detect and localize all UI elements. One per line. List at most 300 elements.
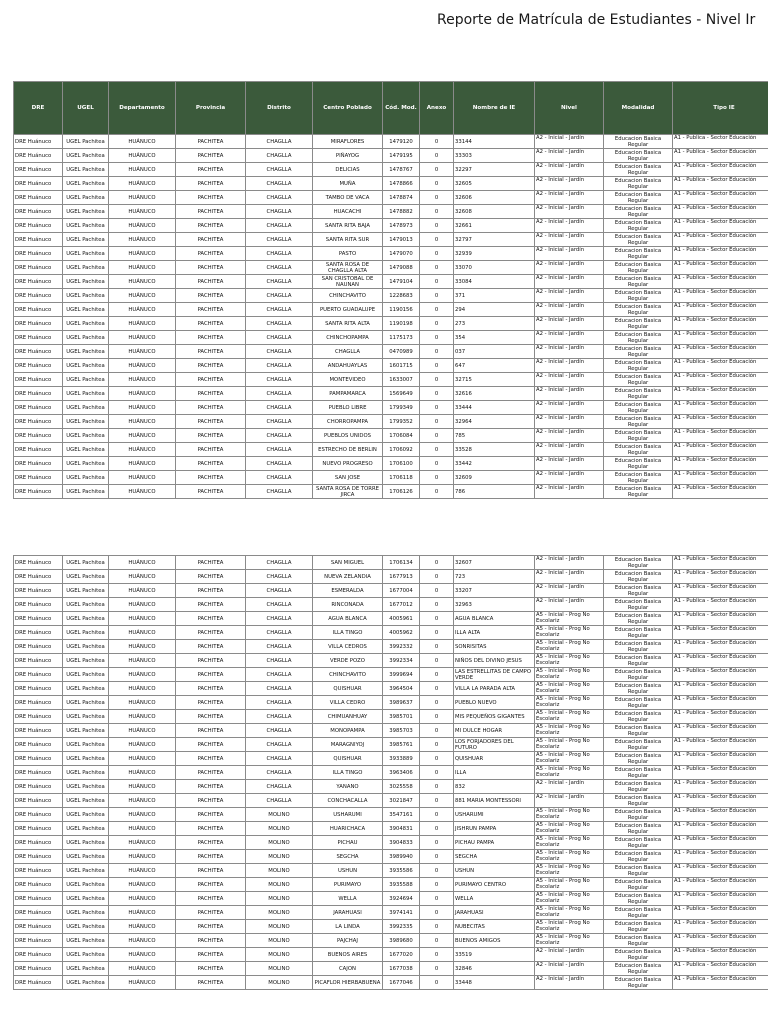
- cell-modalidad: Educacion Basica Regular: [604, 682, 673, 696]
- cell-nivel: A2 - Inicial - Jardín: [535, 598, 604, 612]
- cell-nombre-ie: 832: [454, 780, 535, 794]
- table-row: [14, 612, 768, 626]
- cell-dre: DRE Huánuco: [14, 752, 63, 766]
- cell-dre: DRE Huánuco: [14, 682, 63, 696]
- cell-nombre-ie: 32297: [454, 163, 535, 177]
- cell-dre: DRE Huánuco: [14, 373, 63, 387]
- cell-tipo-ie: A1 - Publica - Sector Educación: [673, 934, 768, 948]
- cell-centro-poblado: CHIMUANHUAY: [313, 710, 383, 724]
- cell-ugel: UGEL Pachitea: [63, 289, 109, 303]
- cell-provincia: PACHITEA: [176, 191, 246, 205]
- table-row: [14, 948, 768, 962]
- cell-distrito: CHAGLLA: [246, 401, 313, 415]
- cell-distrito: CHAGLLA: [246, 205, 313, 219]
- cell-distrito: CHAGLLA: [246, 485, 313, 499]
- cell-provincia: PACHITEA: [176, 317, 246, 331]
- table-row: [14, 331, 768, 345]
- cell-modalidad: Educacion Basica Regular: [604, 906, 673, 920]
- cell-departamento: HUÁNUCO: [109, 471, 176, 485]
- cell-modalidad: Educacion Basica Regular: [604, 654, 673, 668]
- cell-centro-poblado: DELICIAS: [313, 163, 383, 177]
- cell-nombre-ie: BUENOS AMIGOS: [454, 934, 535, 948]
- table-row: [14, 598, 768, 612]
- cell-cod-mod: 1479120: [383, 135, 420, 149]
- cell-centro-poblado: SEGCHA: [313, 850, 383, 864]
- cell-provincia: PACHITEA: [176, 247, 246, 261]
- cell-dre: DRE Huánuco: [14, 191, 63, 205]
- cell-nivel: A2 - Inicial - Jardín: [535, 261, 604, 275]
- cell-tipo-ie: A1 - Publica - Sector Educación: [673, 247, 768, 261]
- cell-provincia: PACHITEA: [176, 710, 246, 724]
- cell-anexo: 0: [420, 794, 454, 808]
- cell-centro-poblado: CAJON: [313, 962, 383, 976]
- cell-anexo: 0: [420, 205, 454, 219]
- cell-provincia: PACHITEA: [176, 752, 246, 766]
- cell-nombre-ie: 647: [454, 359, 535, 373]
- cell-tipo-ie: A1 - Publica - Sector Educación: [673, 892, 768, 906]
- cell-departamento: HUÁNUCO: [109, 906, 176, 920]
- cell-distrito: MOLINO: [246, 948, 313, 962]
- cell-nivel: A2 - Inicial - Jardín: [535, 275, 604, 289]
- cell-dre: DRE Huánuco: [14, 261, 63, 275]
- cell-nivel: A2 - Inicial - Jardín: [535, 948, 604, 962]
- cell-tipo-ie: A1 - Publica - Sector Educación: [673, 710, 768, 724]
- cell-provincia: PACHITEA: [176, 766, 246, 780]
- cell-cod-mod: 1677046: [383, 976, 420, 990]
- cell-tipo-ie: A1 - Publica - Sector Educación: [673, 612, 768, 626]
- cell-centro-poblado: MARAGNIYOJ: [313, 738, 383, 752]
- cell-provincia: PACHITEA: [176, 415, 246, 429]
- cell-dre: DRE Huánuco: [14, 864, 63, 878]
- cell-anexo: 0: [420, 345, 454, 359]
- cell-ugel: UGEL Pachitea: [63, 934, 109, 948]
- cell-ugel: UGEL Pachitea: [63, 682, 109, 696]
- cell-cod-mod: 1677038: [383, 962, 420, 976]
- cell-nivel: A5 - Inicial - Prog No Escolariz: [535, 822, 604, 836]
- table-row: [14, 219, 768, 233]
- cell-dre: DRE Huánuco: [14, 878, 63, 892]
- cell-anexo: 0: [420, 331, 454, 345]
- cell-tipo-ie: A1 - Publica - Sector Educación: [673, 135, 768, 149]
- table-row: [14, 317, 768, 331]
- column-header-departamento: Departamento: [109, 82, 176, 135]
- cell-tipo-ie: A1 - Publica - Sector Educación: [673, 920, 768, 934]
- cell-provincia: PACHITEA: [176, 387, 246, 401]
- cell-modalidad: Educacion Basica Regular: [604, 724, 673, 738]
- cell-provincia: PACHITEA: [176, 906, 246, 920]
- cell-ugel: UGEL Pachitea: [63, 261, 109, 275]
- cell-departamento: HUÁNUCO: [109, 219, 176, 233]
- cell-nivel: A2 - Inicial - Jardín: [535, 976, 604, 990]
- cell-dre: DRE Huánuco: [14, 443, 63, 457]
- table-row: [14, 261, 768, 275]
- cell-ugel: UGEL Pachitea: [63, 948, 109, 962]
- cell-anexo: 0: [420, 317, 454, 331]
- cell-ugel: UGEL Pachitea: [63, 457, 109, 471]
- cell-anexo: 0: [420, 471, 454, 485]
- cell-dre: DRE Huánuco: [14, 177, 63, 191]
- cell-distrito: CHAGLLA: [246, 373, 313, 387]
- cell-modalidad: Educacion Basica Regular: [604, 331, 673, 345]
- cell-modalidad: Educacion Basica Regular: [604, 976, 673, 990]
- cell-modalidad: Educacion Basica Regular: [604, 934, 673, 948]
- cell-anexo: 0: [420, 738, 454, 752]
- cell-nombre-ie: 32846: [454, 962, 535, 976]
- cell-cod-mod: 1478874: [383, 191, 420, 205]
- cell-dre: DRE Huánuco: [14, 345, 63, 359]
- cell-centro-poblado: TAMBO DE VACA: [313, 191, 383, 205]
- cell-centro-poblado: SANTA ROSA DE CHAGLLA ALTA: [313, 261, 383, 275]
- cell-anexo: 0: [420, 247, 454, 261]
- cell-modalidad: Educacion Basica Regular: [604, 962, 673, 976]
- cell-cod-mod: 1677012: [383, 598, 420, 612]
- cell-tipo-ie: A1 - Publica - Sector Educación: [673, 724, 768, 738]
- cell-nivel: A2 - Inicial - Jardín: [535, 359, 604, 373]
- cell-dre: DRE Huánuco: [14, 738, 63, 752]
- cell-centro-poblado: PURIMAYO: [313, 878, 383, 892]
- cell-centro-poblado: SAN MIGUEL: [313, 556, 383, 570]
- cell-ugel: UGEL Pachitea: [63, 219, 109, 233]
- cell-nivel: A2 - Inicial - Jardín: [535, 247, 604, 261]
- cell-centro-poblado: PUEBLO LIBRE: [313, 401, 383, 415]
- cell-departamento: HUÁNUCO: [109, 205, 176, 219]
- table-row: [14, 135, 768, 149]
- cell-modalidad: Educacion Basica Regular: [604, 429, 673, 443]
- table-row: [14, 289, 768, 303]
- table-row: [14, 275, 768, 289]
- cell-provincia: PACHITEA: [176, 864, 246, 878]
- cell-modalidad: Educacion Basica Regular: [604, 359, 673, 373]
- cell-provincia: PACHITEA: [176, 373, 246, 387]
- cell-tipo-ie: A1 - Publica - Sector Educación: [673, 275, 768, 289]
- cell-nivel: A2 - Inicial - Jardín: [535, 457, 604, 471]
- cell-tipo-ie: A1 - Publica - Sector Educación: [673, 303, 768, 317]
- cell-dre: DRE Huánuco: [14, 808, 63, 822]
- cell-dre: DRE Huánuco: [14, 598, 63, 612]
- cell-distrito: CHAGLLA: [246, 794, 313, 808]
- cell-nivel: A5 - Inicial - Prog No Escolariz: [535, 682, 604, 696]
- cell-ugel: UGEL Pachitea: [63, 920, 109, 934]
- cell-departamento: HUÁNUCO: [109, 570, 176, 584]
- cell-nivel: A2 - Inicial - Jardín: [535, 219, 604, 233]
- cell-distrito: MOLINO: [246, 892, 313, 906]
- cell-dre: DRE Huánuco: [14, 780, 63, 794]
- cell-modalidad: Educacion Basica Regular: [604, 556, 673, 570]
- cell-nivel: A5 - Inicial - Prog No Escolariz: [535, 836, 604, 850]
- table-row: [14, 836, 768, 850]
- cell-nivel: A2 - Inicial - Jardín: [535, 177, 604, 191]
- cell-modalidad: Educacion Basica Regular: [604, 177, 673, 191]
- cell-nivel: A2 - Inicial - Jardín: [535, 289, 604, 303]
- cell-dre: DRE Huánuco: [14, 275, 63, 289]
- cell-departamento: HUÁNUCO: [109, 962, 176, 976]
- cell-modalidad: Educacion Basica Regular: [604, 261, 673, 275]
- cell-nombre-ie: ILLA: [454, 766, 535, 780]
- cell-tipo-ie: A1 - Publica - Sector Educación: [673, 668, 768, 682]
- cell-cod-mod: 3924694: [383, 892, 420, 906]
- cell-nombre-ie: 32661: [454, 219, 535, 233]
- cell-ugel: UGEL Pachitea: [63, 303, 109, 317]
- cell-dre: DRE Huánuco: [14, 149, 63, 163]
- cell-provincia: PACHITEA: [176, 878, 246, 892]
- table-row: [14, 345, 768, 359]
- cell-cod-mod: 3904833: [383, 836, 420, 850]
- cell-nivel: A2 - Inicial - Jardín: [535, 794, 604, 808]
- cell-anexo: 0: [420, 373, 454, 387]
- cell-departamento: HUÁNUCO: [109, 934, 176, 948]
- cell-modalidad: Educacion Basica Regular: [604, 766, 673, 780]
- cell-cod-mod: 3985703: [383, 724, 420, 738]
- cell-nombre-ie: 037: [454, 345, 535, 359]
- table-row: [14, 205, 768, 219]
- cell-distrito: CHAGLLA: [246, 668, 313, 682]
- cell-modalidad: Educacion Basica Regular: [604, 668, 673, 682]
- cell-cod-mod: 3989940: [383, 850, 420, 864]
- cell-dre: DRE Huánuco: [14, 135, 63, 149]
- column-header-cod-mod: Cód. Mod.: [383, 82, 420, 135]
- cell-modalidad: Educacion Basica Regular: [604, 289, 673, 303]
- cell-nombre-ie: 33303: [454, 149, 535, 163]
- cell-centro-poblado: SANTA RITA ALTA: [313, 317, 383, 331]
- cell-anexo: 0: [420, 275, 454, 289]
- cell-nombre-ie: JARAHUASI: [454, 906, 535, 920]
- cell-distrito: CHAGLLA: [246, 177, 313, 191]
- cell-nivel: A2 - Inicial - Jardín: [535, 584, 604, 598]
- cell-departamento: HUÁNUCO: [109, 429, 176, 443]
- cell-nombre-ie: 33442: [454, 457, 535, 471]
- cell-centro-poblado: ILLA TINGO: [313, 626, 383, 640]
- cell-distrito: MOLINO: [246, 962, 313, 976]
- cell-nivel: A5 - Inicial - Prog No Escolariz: [535, 808, 604, 822]
- cell-dre: DRE Huánuco: [14, 556, 63, 570]
- cell-anexo: 0: [420, 191, 454, 205]
- cell-modalidad: Educacion Basica Regular: [604, 345, 673, 359]
- cell-centro-poblado: MUÑA: [313, 177, 383, 191]
- cell-nombre-ie: WELLA: [454, 892, 535, 906]
- cell-ugel: UGEL Pachitea: [63, 794, 109, 808]
- cell-nombre-ie: 32939: [454, 247, 535, 261]
- cell-dre: DRE Huánuco: [14, 850, 63, 864]
- cell-modalidad: Educacion Basica Regular: [604, 612, 673, 626]
- cell-cod-mod: 1478882: [383, 205, 420, 219]
- cell-tipo-ie: A1 - Publica - Sector Educación: [673, 205, 768, 219]
- cell-dre: DRE Huánuco: [14, 934, 63, 948]
- cell-cod-mod: 3935588: [383, 878, 420, 892]
- cell-nombre-ie: 33528: [454, 443, 535, 457]
- cell-anexo: 0: [420, 864, 454, 878]
- cell-tipo-ie: A1 - Publica - Sector Educación: [673, 836, 768, 850]
- cell-centro-poblado: USHARUMI: [313, 808, 383, 822]
- cell-departamento: HUÁNUCO: [109, 850, 176, 864]
- column-header-nivel: Nivel: [535, 82, 604, 135]
- column-header-anexo: Anexo: [420, 82, 454, 135]
- cell-nivel: A2 - Inicial - Jardín: [535, 401, 604, 415]
- cell-nombre-ie: 786: [454, 485, 535, 499]
- cell-nivel: A2 - Inicial - Jardín: [535, 415, 604, 429]
- cell-nombre-ie: PUEBLO NUEVO: [454, 696, 535, 710]
- cell-cod-mod: 1706118: [383, 471, 420, 485]
- cell-departamento: HUÁNUCO: [109, 836, 176, 850]
- cell-nombre-ie: 32606: [454, 191, 535, 205]
- cell-ugel: UGEL Pachitea: [63, 668, 109, 682]
- cell-modalidad: Educacion Basica Regular: [604, 247, 673, 261]
- cell-ugel: UGEL Pachitea: [63, 359, 109, 373]
- cell-cod-mod: 3992334: [383, 654, 420, 668]
- cell-dre: DRE Huánuco: [14, 668, 63, 682]
- table-row: [14, 401, 768, 415]
- cell-nombre-ie: ILLA ALTA: [454, 626, 535, 640]
- cell-distrito: MOLINO: [246, 836, 313, 850]
- cell-modalidad: Educacion Basica Regular: [604, 710, 673, 724]
- cell-provincia: PACHITEA: [176, 794, 246, 808]
- table-row: [14, 920, 768, 934]
- table-row: [14, 177, 768, 191]
- cell-nombre-ie: 32605: [454, 177, 535, 191]
- cell-tipo-ie: A1 - Publica - Sector Educación: [673, 696, 768, 710]
- cell-anexo: 0: [420, 808, 454, 822]
- cell-distrito: CHAGLLA: [246, 738, 313, 752]
- cell-tipo-ie: A1 - Publica - Sector Educación: [673, 331, 768, 345]
- cell-anexo: 0: [420, 261, 454, 275]
- cell-nombre-ie: 881 MARIA MONTESSORI: [454, 794, 535, 808]
- cell-tipo-ie: A1 - Publica - Sector Educación: [673, 261, 768, 275]
- cell-nivel: A2 - Inicial - Jardín: [535, 373, 604, 387]
- cell-provincia: PACHITEA: [176, 135, 246, 149]
- cell-centro-poblado: PUERTO GUADALUPE: [313, 303, 383, 317]
- cell-nivel: A2 - Inicial - Jardín: [535, 317, 604, 331]
- cell-ugel: UGEL Pachitea: [63, 962, 109, 976]
- cell-anexo: 0: [420, 149, 454, 163]
- cell-distrito: CHAGLLA: [246, 233, 313, 247]
- cell-departamento: HUÁNUCO: [109, 598, 176, 612]
- cell-distrito: CHAGLLA: [246, 331, 313, 345]
- table-row: [14, 233, 768, 247]
- cell-anexo: 0: [420, 668, 454, 682]
- cell-tipo-ie: A1 - Publica - Sector Educación: [673, 233, 768, 247]
- cell-centro-poblado: PICAFLOR HIERBABUENA: [313, 976, 383, 990]
- cell-dre: DRE Huánuco: [14, 920, 63, 934]
- cell-anexo: 0: [420, 401, 454, 415]
- cell-nombre-ie: 33084: [454, 275, 535, 289]
- cell-anexo: 0: [420, 415, 454, 429]
- cell-departamento: HUÁNUCO: [109, 443, 176, 457]
- cell-modalidad: Educacion Basica Regular: [604, 878, 673, 892]
- cell-cod-mod: 1479088: [383, 261, 420, 275]
- cell-ugel: UGEL Pachitea: [63, 584, 109, 598]
- cell-distrito: CHAGLLA: [246, 415, 313, 429]
- column-header-ugel: UGEL: [63, 82, 109, 135]
- cell-tipo-ie: A1 - Publica - Sector Educación: [673, 219, 768, 233]
- table-row: [14, 373, 768, 387]
- cell-centro-poblado: VILLA CEDRO: [313, 696, 383, 710]
- cell-ugel: UGEL Pachitea: [63, 696, 109, 710]
- cell-distrito: CHAGLLA: [246, 359, 313, 373]
- cell-ugel: UGEL Pachitea: [63, 177, 109, 191]
- cell-ugel: UGEL Pachitea: [63, 415, 109, 429]
- cell-distrito: MOLINO: [246, 934, 313, 948]
- cell-departamento: HUÁNUCO: [109, 780, 176, 794]
- table-row: [14, 429, 768, 443]
- cell-distrito: CHAGLLA: [246, 303, 313, 317]
- cell-provincia: PACHITEA: [176, 233, 246, 247]
- cell-ugel: UGEL Pachitea: [63, 710, 109, 724]
- cell-anexo: 0: [420, 570, 454, 584]
- cell-anexo: 0: [420, 724, 454, 738]
- cell-centro-poblado: LA LINDA: [313, 920, 383, 934]
- cell-departamento: HUÁNUCO: [109, 920, 176, 934]
- cell-anexo: 0: [420, 626, 454, 640]
- cell-anexo: 0: [420, 962, 454, 976]
- cell-nombre-ie: NUBECITAS: [454, 920, 535, 934]
- cell-cod-mod: 3933889: [383, 752, 420, 766]
- cell-centro-poblado: BUENOS AIRES: [313, 948, 383, 962]
- cell-ugel: UGEL Pachitea: [63, 163, 109, 177]
- cell-ugel: UGEL Pachitea: [63, 780, 109, 794]
- cell-ugel: UGEL Pachitea: [63, 570, 109, 584]
- cell-provincia: PACHITEA: [176, 359, 246, 373]
- cell-modalidad: Educacion Basica Regular: [604, 570, 673, 584]
- cell-dre: DRE Huánuco: [14, 794, 63, 808]
- cell-departamento: HUÁNUCO: [109, 584, 176, 598]
- cell-ugel: UGEL Pachitea: [63, 654, 109, 668]
- cell-distrito: CHAGLLA: [246, 261, 313, 275]
- cell-nivel: A2 - Inicial - Jardín: [535, 233, 604, 247]
- cell-centro-poblado: QUISHUAR: [313, 682, 383, 696]
- cell-centro-poblado: CHAGLLA: [313, 345, 383, 359]
- cell-centro-poblado: USHUN: [313, 864, 383, 878]
- cell-centro-poblado: NUEVO PROGRESO: [313, 457, 383, 471]
- cell-dre: DRE Huánuco: [14, 415, 63, 429]
- cell-cod-mod: 3963406: [383, 766, 420, 780]
- cell-centro-poblado: RINCONADA: [313, 598, 383, 612]
- cell-centro-poblado: SANTA ROSA DE TORRE JIRCA: [313, 485, 383, 499]
- cell-departamento: HUÁNUCO: [109, 233, 176, 247]
- cell-anexo: 0: [420, 934, 454, 948]
- cell-centro-poblado: PAJCHAJ: [313, 934, 383, 948]
- cell-tipo-ie: A1 - Publica - Sector Educación: [673, 654, 768, 668]
- cell-distrito: MOLINO: [246, 864, 313, 878]
- column-header-tipo-ie: Tipo IE: [673, 82, 768, 135]
- cell-distrito: CHAGLLA: [246, 724, 313, 738]
- cell-distrito: CHAGLLA: [246, 135, 313, 149]
- cell-cod-mod: 3021847: [383, 794, 420, 808]
- cell-provincia: PACHITEA: [176, 275, 246, 289]
- cell-nivel: A5 - Inicial - Prog No Escolariz: [535, 878, 604, 892]
- cell-nivel: A5 - Inicial - Prog No Escolariz: [535, 850, 604, 864]
- table-row: [14, 485, 768, 499]
- cell-modalidad: Educacion Basica Regular: [604, 948, 673, 962]
- cell-dre: DRE Huánuco: [14, 429, 63, 443]
- cell-modalidad: Educacion Basica Regular: [604, 626, 673, 640]
- cell-ugel: UGEL Pachitea: [63, 205, 109, 219]
- cell-tipo-ie: A1 - Publica - Sector Educación: [673, 429, 768, 443]
- cell-centro-poblado: MONOPAMPA: [313, 724, 383, 738]
- cell-nombre-ie: PICHAU PAMPA: [454, 836, 535, 850]
- cell-nombre-ie: USHUN: [454, 864, 535, 878]
- cell-anexo: 0: [420, 836, 454, 850]
- cell-departamento: HUÁNUCO: [109, 794, 176, 808]
- cell-cod-mod: 1479070: [383, 247, 420, 261]
- cell-dre: DRE Huánuco: [14, 640, 63, 654]
- cell-distrito: CHAGLLA: [246, 247, 313, 261]
- table-row: [14, 654, 768, 668]
- cell-tipo-ie: A1 - Publica - Sector Educación: [673, 584, 768, 598]
- cell-provincia: PACHITEA: [176, 696, 246, 710]
- cell-departamento: HUÁNUCO: [109, 752, 176, 766]
- cell-nombre-ie: 33444: [454, 401, 535, 415]
- cell-tipo-ie: A1 - Publica - Sector Educación: [673, 976, 768, 990]
- cell-anexo: 0: [420, 387, 454, 401]
